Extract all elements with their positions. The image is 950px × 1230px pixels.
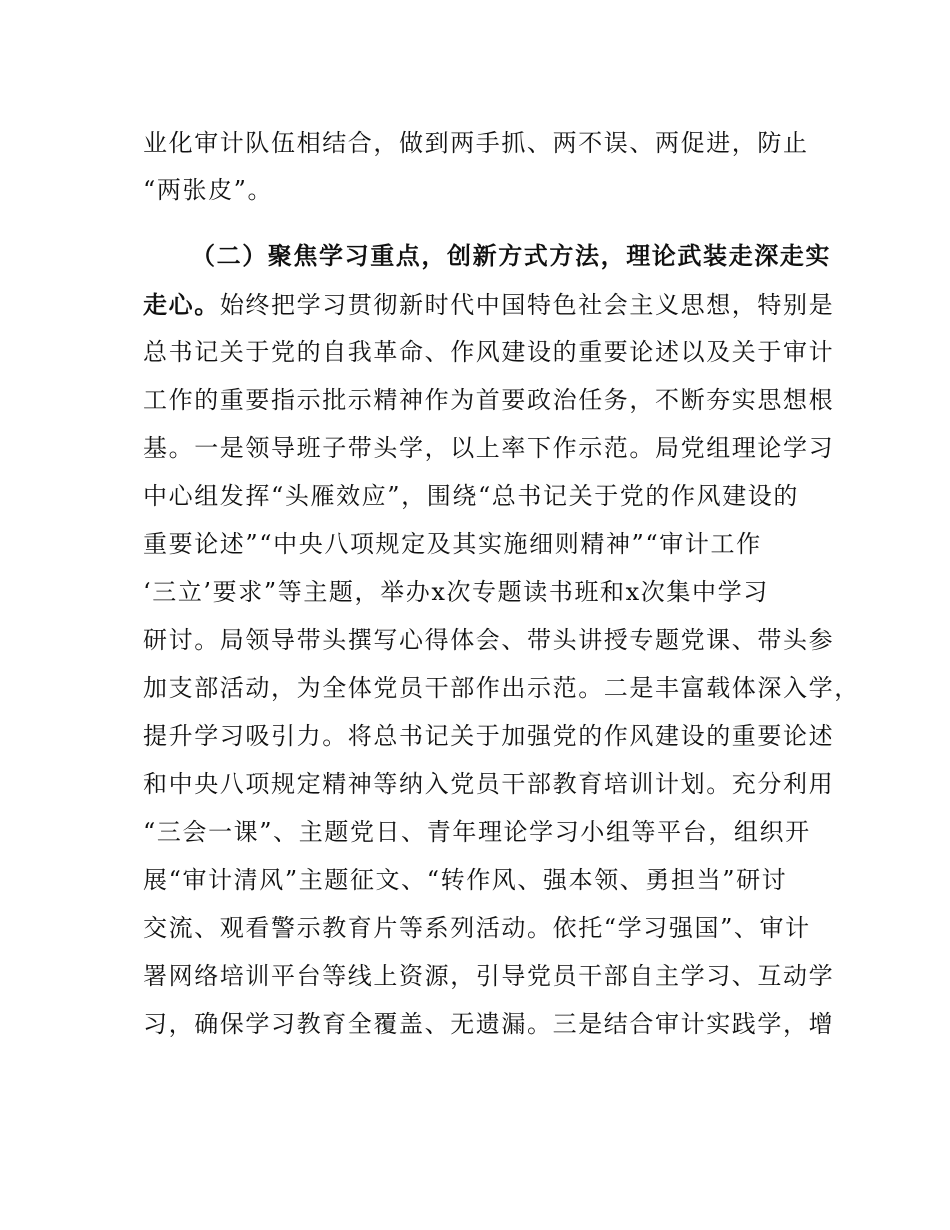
text-line: 总书记关于党的自我革命、作风建设的重要论述以及关于审计	[143, 338, 835, 366]
section-heading-end: 走心。	[143, 291, 220, 319]
text-line: 基。一是领导班子带头学，以上率下作示范。局党组理论学习	[143, 434, 835, 462]
text-line: 习，确保学习教育全覆盖、无遗漏。三是结合审计实践学，增	[143, 1010, 835, 1038]
text-segment: 始终把学习贯彻新时代中国特色社会主义思想，特别是	[219, 291, 835, 319]
text-line: 交流、观看警示教育片等系列活动。依托“学习强国”、审计	[143, 914, 811, 942]
text-line: 展“审计清风”主题征文、“转作风、强本领、勇担当”研讨	[143, 866, 788, 894]
text-line	[143, 290, 835, 320]
text-line: 工作的重要指示批示精神作为首要政治任务，不断夯实思想根	[143, 386, 835, 414]
text-line: 中心组发挥“头雁效应”，围绕“总书记关于党的作风建设的	[143, 482, 800, 510]
text-line: “三会一课”、主题党日、青年理论学习小组等平台，组织开	[143, 818, 811, 846]
text-line: 提升学习吸引力。将总书记关于加强党的作风建设的重要论述	[143, 722, 835, 750]
text-line: “两张皮”。	[143, 176, 274, 204]
text-line: 重要论述”“中央八项规定及其实施细则精神”“审计工作	[143, 530, 762, 558]
text-line: 加支部活动，为全体党员干部作出示范。二是丰富载体深入学，	[143, 674, 860, 702]
text-line: ‘三立’要求”等主题，举办x次专题读书班和x次集中学习	[143, 578, 769, 606]
text-line: 署网络培训平台等线上资源，引导党员干部自主学习、互动学	[143, 962, 835, 990]
text-line: 研讨。局领导带头撰写心得体会、带头讲授专题党课、带头参	[143, 626, 835, 654]
section-heading: （二）聚焦学习重点，创新方式方法，理论武装走深走实	[191, 242, 831, 270]
text-line: 和中央八项规定精神等纳入党员干部教育培训计划。充分利用	[143, 770, 835, 798]
text-line: 业化审计队伍相结合，做到两手抓、两不误、两促进，防止	[143, 129, 809, 157]
